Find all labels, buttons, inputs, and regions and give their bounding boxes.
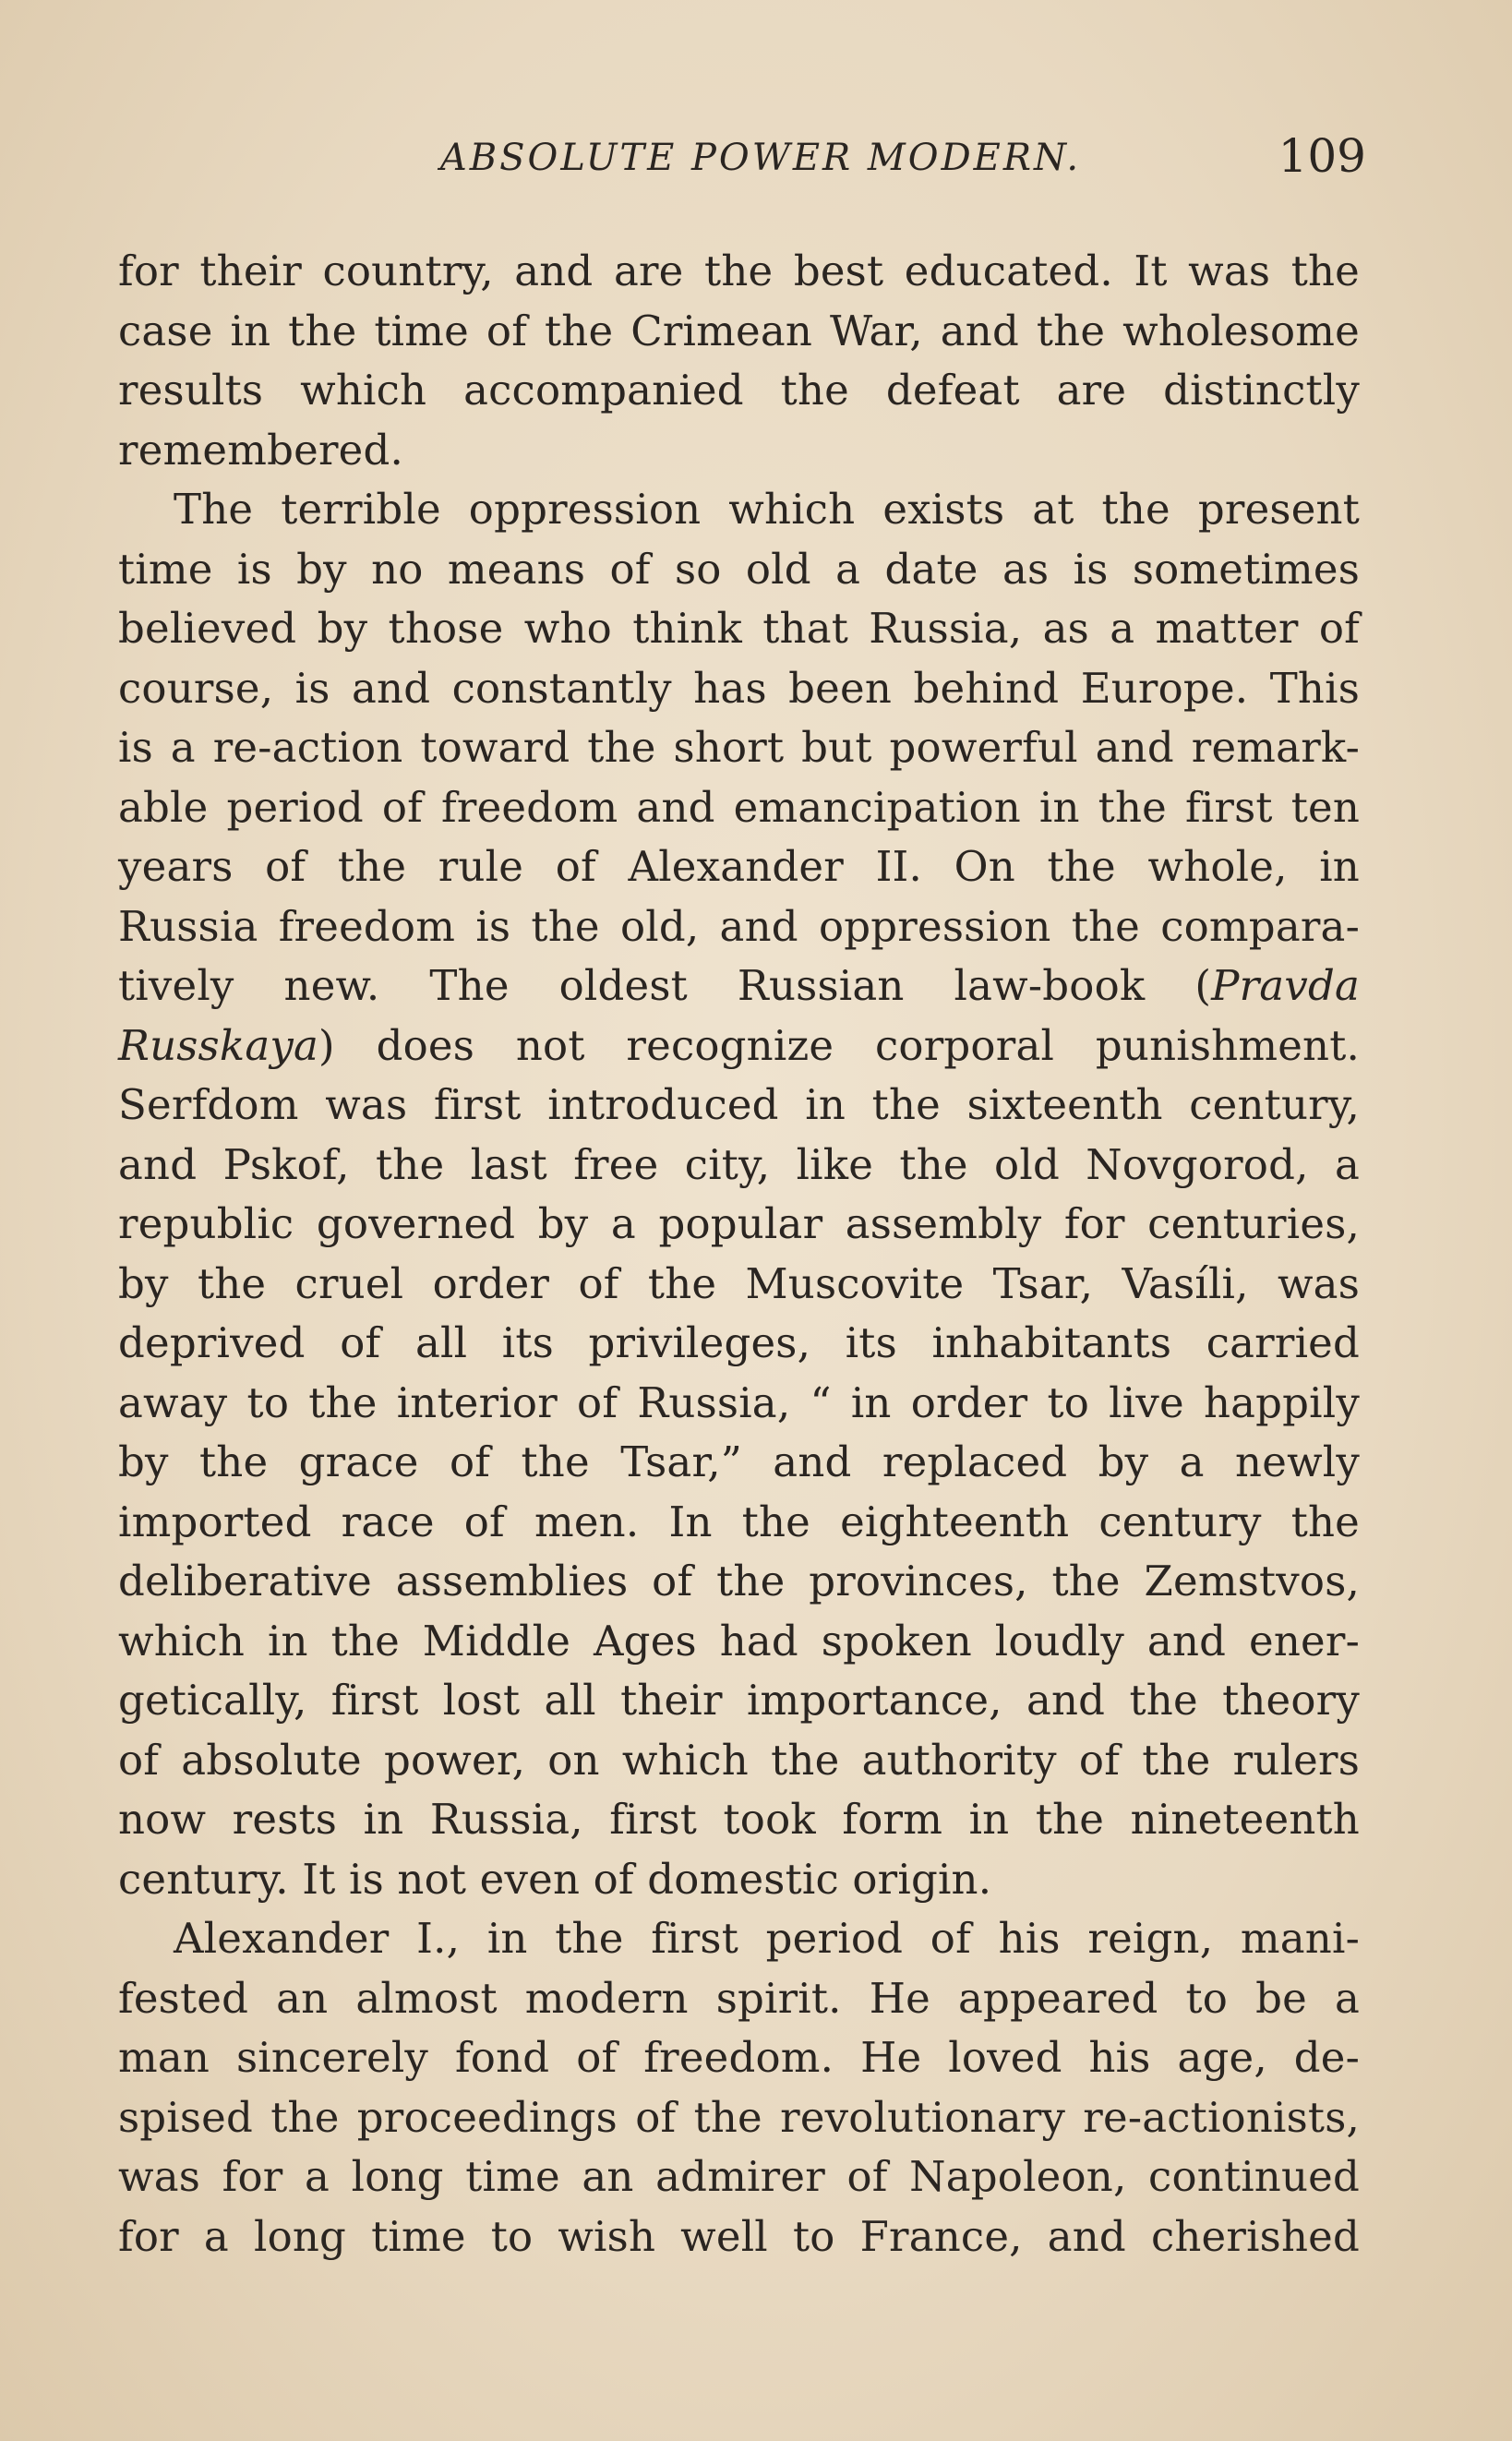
text-line: now rests in Russia, first took form in the nineteenth (118, 1795, 1360, 1844)
text-line: by the grace of the Tsar,” and replaced by a newly (118, 1437, 1360, 1486)
text-line: years of the rule of Alexander II. On the whole, in (118, 842, 1360, 891)
text-line: Alexander I., in the first period of his reign, mani- (174, 1914, 1360, 1963)
text-line: deprived of all its privileges, its inhabitants carried (118, 1318, 1360, 1367)
text-line: course, is and constantly has been behind Europe. This (118, 663, 1360, 713)
text-line: time is by no means of so old a date as is sometimes (118, 544, 1360, 594)
text-line: for a long time to wish well to France, and cherished (118, 2211, 1360, 2261)
text-line: Serfdom was first introduced in the sixteenth century, (118, 1080, 1360, 1129)
text-fragment: tively new. The oldest Russian law-book ( (118, 961, 1212, 1010)
text-line: for their country, and are the best educated. It was the (118, 247, 1360, 295)
text-line: fested an almost modern spirit. He appeared to be a (118, 1973, 1360, 2023)
text-line-mixed (118, 1016, 1360, 1076)
text-line: deliberative assemblies of the provinces, the Zemstvos, (118, 1557, 1360, 1605)
text-line: believed by those who think that Russia, as a matter of (118, 604, 1360, 653)
text-line: Russia freedom is the old, and oppression the compara- (118, 901, 1360, 951)
text-line: and Pskof, the last free city, like the old Novgorod, a (118, 1139, 1360, 1189)
text-line: results which accompanied the defeat are distinctly (118, 366, 1360, 415)
text-line: remembered. (118, 425, 404, 475)
running-title: ABSOLUTE POWER MODERN. (439, 137, 1082, 179)
paragraph-3 (118, 1909, 1360, 2267)
text-line: which in the Middle Ages had spoken loudly and ener- (118, 1616, 1360, 1665)
italic-title-fragment: Russkaya (118, 1020, 318, 1070)
text-line: republic governed by a popular assembly for centuries, (118, 1199, 1360, 1248)
text-line-mixed (118, 956, 1360, 1016)
text-line: getically, first lost all their importance, and the theory (118, 1676, 1360, 1725)
text-line: of absolute power, on which the authority of the rulers (118, 1735, 1360, 1785)
text-line: spised the proceedings of the revolutionary re-actionists, (118, 2092, 1360, 2142)
text-line: able period of freedom and emancipation in the first ten (118, 782, 1360, 832)
running-head (118, 129, 1366, 194)
text-line: was for a long time an admirer of Napoleon, continued (118, 2152, 1360, 2201)
text-line: man sincerely fond of freedom. He loved his age, de- (118, 2033, 1360, 2082)
paragraph-1 (118, 242, 1360, 480)
italic-title-fragment: Pravda (1211, 961, 1360, 1010)
text-line: century. It is not even of domestic origin. (118, 1854, 992, 1904)
text-line: imported race of men. In the eighteenth century the (118, 1497, 1360, 1546)
text-line: away to the interior of Russia, “ in order to live happily (118, 1377, 1360, 1427)
paragraph-2 (118, 480, 1360, 1909)
text-line: is a re-action toward the short but powerful and remark- (118, 723, 1360, 772)
body-text (118, 242, 1360, 2267)
text-line: The terrible oppression which exists at the present (174, 485, 1360, 534)
text-fragment: ) does not recognize corporal punishment. (318, 1020, 1360, 1070)
page-number: 109 (1278, 129, 1366, 183)
text-line: by the cruel order of the Muscovite Tsar, Vasíli, was (118, 1258, 1360, 1308)
text-line: case in the time of the Crimean War, and the wholesome (118, 306, 1360, 355)
